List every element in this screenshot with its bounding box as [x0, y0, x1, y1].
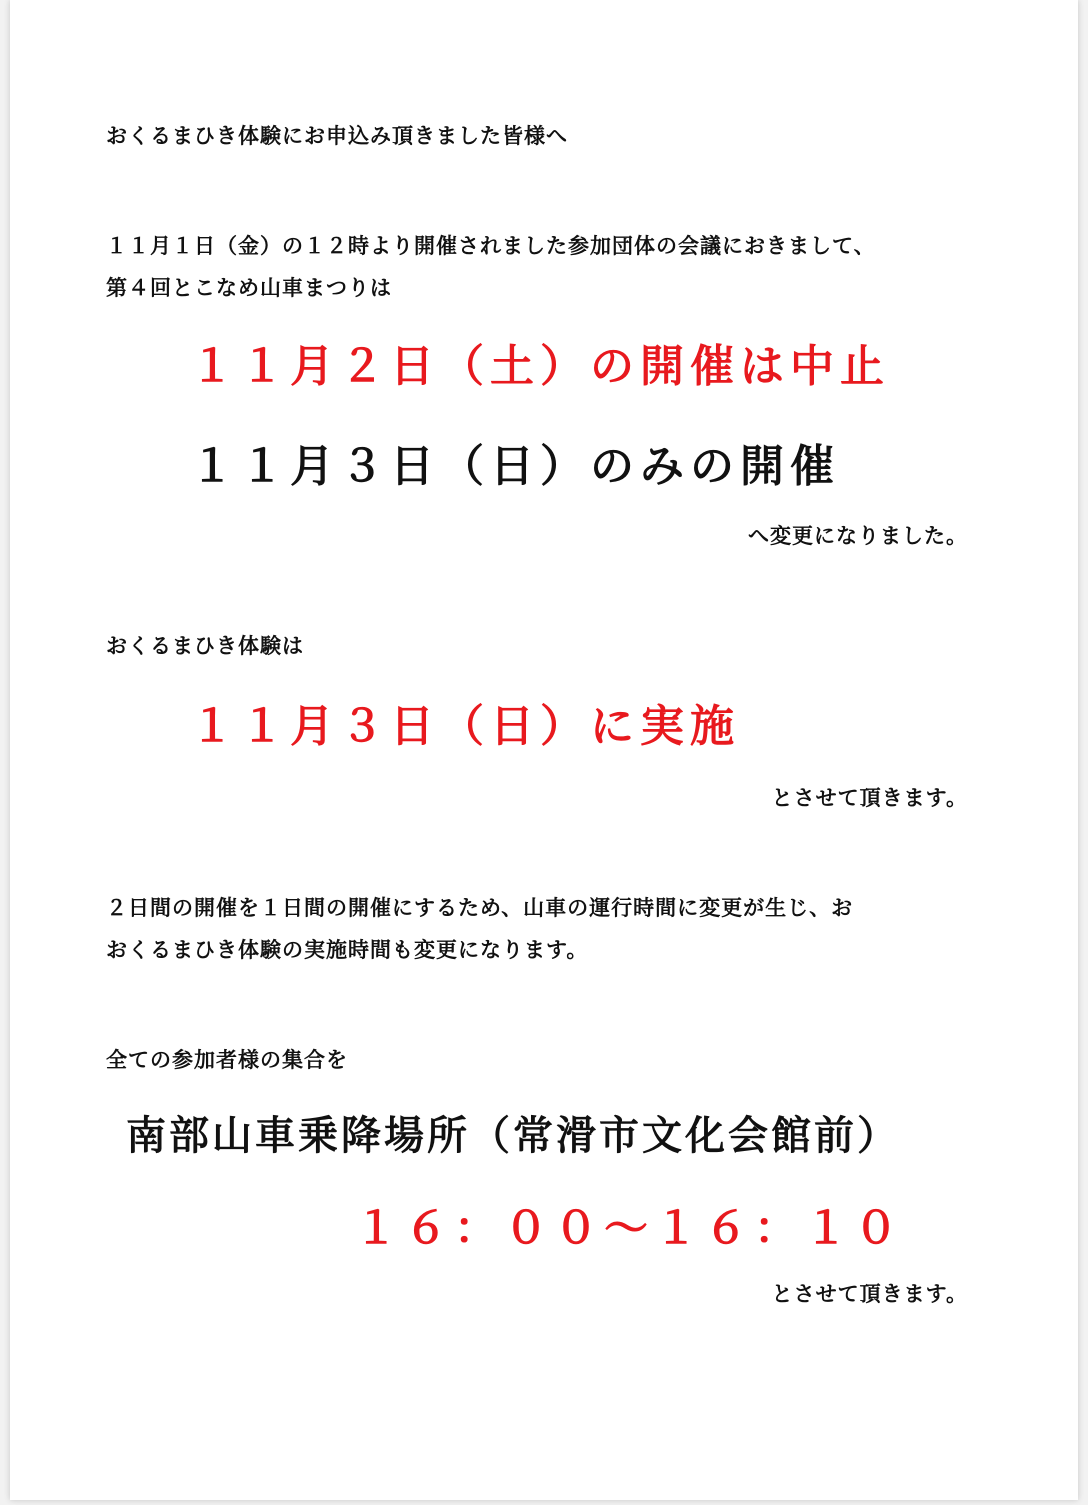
greeting-line: おくるまひき体験にお申込み頂きました皆様へ: [106, 124, 568, 148]
headline-cancel: １１月２日（土）の開催は中止: [190, 341, 890, 392]
paragraph-2-line-2: おくるまひき体験の実施時間も変更になります。: [106, 938, 589, 962]
assembly-intro: 全ての参加者様の集合を: [106, 1048, 348, 1072]
paragraph-1-line-2: 第４回とこなめ山車まつりは: [106, 276, 392, 300]
assembly-location: 南部山車乗降場所（常滑市文化会館前）: [126, 1113, 900, 1159]
closing-line-1: とさせて頂きます。: [771, 786, 968, 810]
headline-experience-date: １１月３日（日）に実施: [190, 701, 740, 752]
experience-intro: おくるまひき体験は: [106, 634, 304, 658]
paragraph-1-line-1: １１月１日（金）の１２時より開催されました参加団体の会議におきまして、: [106, 234, 876, 258]
paragraph-2-line-1: ２日間の開催を１日間の開催にするため、山車の運行時間に変更が生じ、お: [106, 896, 854, 920]
headline-only-date: １１月３日（日）のみの開催: [190, 441, 840, 492]
closing-line-2: とさせて頂きます。: [771, 1282, 968, 1306]
notice-page: [10, 0, 1078, 1500]
changed-note: へ変更になりました。: [748, 524, 968, 548]
assembly-time: １６：００～１６：１０: [354, 1203, 904, 1254]
